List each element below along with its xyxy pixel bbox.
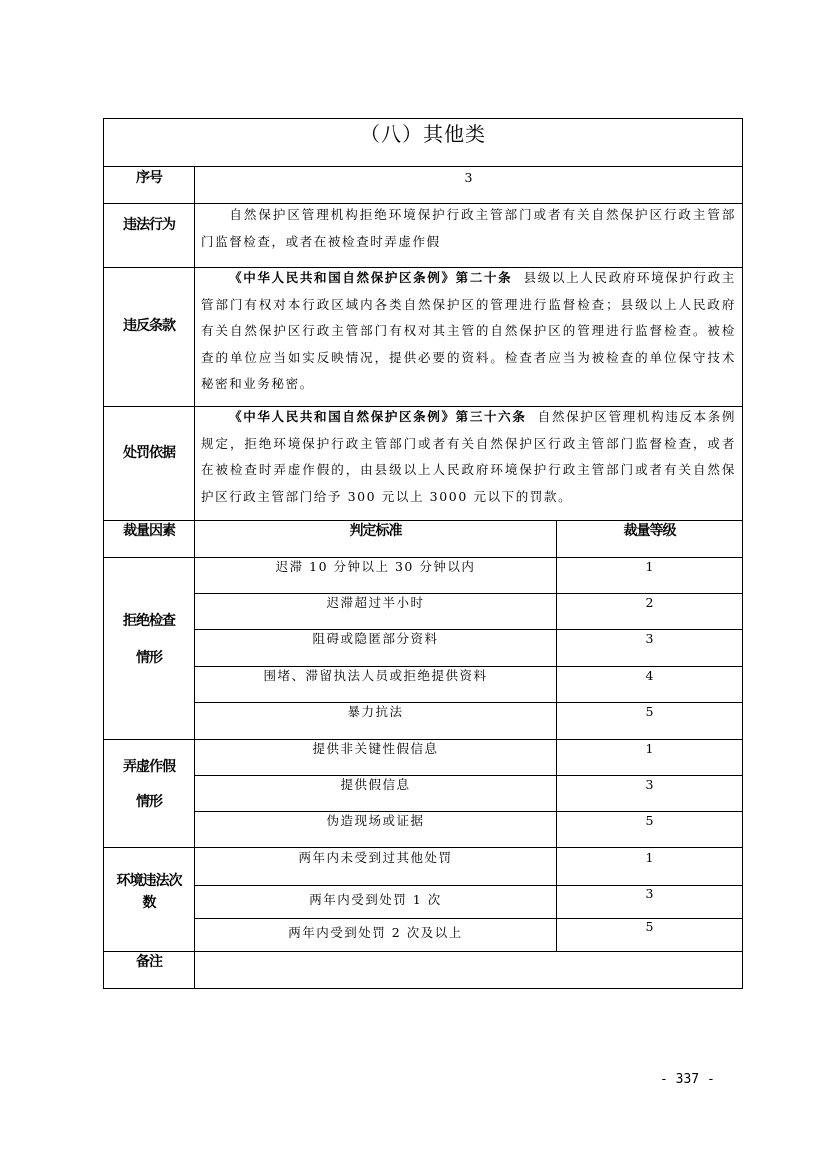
violated-clause-label: 违反条款 <box>123 318 175 334</box>
level: 3 <box>645 886 654 901</box>
factor-falsification-line1: 弄虚作假 <box>123 759 175 775</box>
level: 1 <box>645 850 654 865</box>
level: 5 <box>645 813 654 828</box>
factor-violation-count-line2: 数 <box>142 895 156 911</box>
header-factor: 裁量因素 <box>123 523 175 539</box>
serial-value: 3 <box>464 170 473 185</box>
criterion: 迟滞超过半小时 <box>326 595 425 610</box>
criterion: 伪造现场或证据 <box>326 813 425 828</box>
penalty-basis-text <box>201 404 736 510</box>
violated-clause-body: 县级以上人民政府环境保护行政主管部门有权对本行政区域内各类自然保护区的管理进行监督检查；县级以上人民政府有关自然保护区行政主管部门有权对其主管的自然保护区的管理进行监督检查。被检查的单位应当如实反映情况，提供必要的资料。检查者应当为被检查的单位保守技术秘密和业务秘密。 <box>201 270 736 391</box>
criterion: 暴力抗法 <box>347 704 404 719</box>
criterion: 阻碍或隐匿部分资料 <box>312 631 439 646</box>
factor-falsification-line2: 情形 <box>136 794 162 810</box>
level: 1 <box>645 741 654 756</box>
criterion: 围堵、滞留执法人员或拒绝提供资料 <box>263 668 488 683</box>
criterion: 提供非关键性假信息 <box>312 741 439 756</box>
remarks-value <box>195 952 742 988</box>
criterion: 两年内受到处罚 2 次及以上 <box>288 925 463 940</box>
violation-text-body: 自然保护区管理机构拒绝环境保护行政主管部门或者有关自然保护区行政主管部门监督检查，或者在被检查时弄虚作假 <box>201 207 736 249</box>
penalty-basis-label: 处罚依据 <box>123 445 175 461</box>
violated-clause-law-ref: 《中华人民共和国自然保护区条例》第二十条 <box>229 270 513 285</box>
penalty-basis-body: 自然保护区管理机构违反本条例规定，拒绝环境保护行政主管部门或者有关自然保护区行政主管部门监督检查，或者在被检查时弄虚作假的，由县级以上人民政府环境保护行政主管部门或者有关自然保护区行政主管部门给予 300 元以上 3000 元以下的罚款。 <box>201 409 736 504</box>
penalty-basis-law-ref: 《中华人民共和国自然保护区条例》第三十六条 <box>229 409 527 424</box>
level: 4 <box>645 668 654 683</box>
factor-refuse-inspection-line1: 拒绝检查 <box>123 613 175 629</box>
criterion: 迟滞 10 分钟以上 30 分钟以内 <box>275 559 476 574</box>
level: 1 <box>645 559 654 574</box>
page-number: - 337 - <box>660 1072 715 1087</box>
header-criterion: 判定标准 <box>349 523 402 539</box>
section-title: （八）其他类 <box>360 122 486 146</box>
header-level: 裁量等级 <box>623 523 676 539</box>
violation-text <box>201 202 736 255</box>
criterion: 提供假信息 <box>340 777 411 792</box>
criterion: 两年内受到处罚 1 次 <box>309 892 442 907</box>
level: 2 <box>645 595 654 610</box>
level: 5 <box>645 919 654 934</box>
violated-clause-text <box>201 265 736 398</box>
criterion: 两年内未受到过其他处罚 <box>298 850 453 865</box>
violation-label: 违法行为 <box>123 217 175 233</box>
level: 3 <box>645 631 654 646</box>
factor-violation-count-line1: 环境违法次 <box>116 873 182 889</box>
remarks-label: 备注 <box>136 954 162 970</box>
serial-label: 序号 <box>136 170 162 186</box>
level: 5 <box>645 704 654 719</box>
level: 3 <box>645 777 654 792</box>
factor-refuse-inspection-line2: 情形 <box>136 650 162 666</box>
